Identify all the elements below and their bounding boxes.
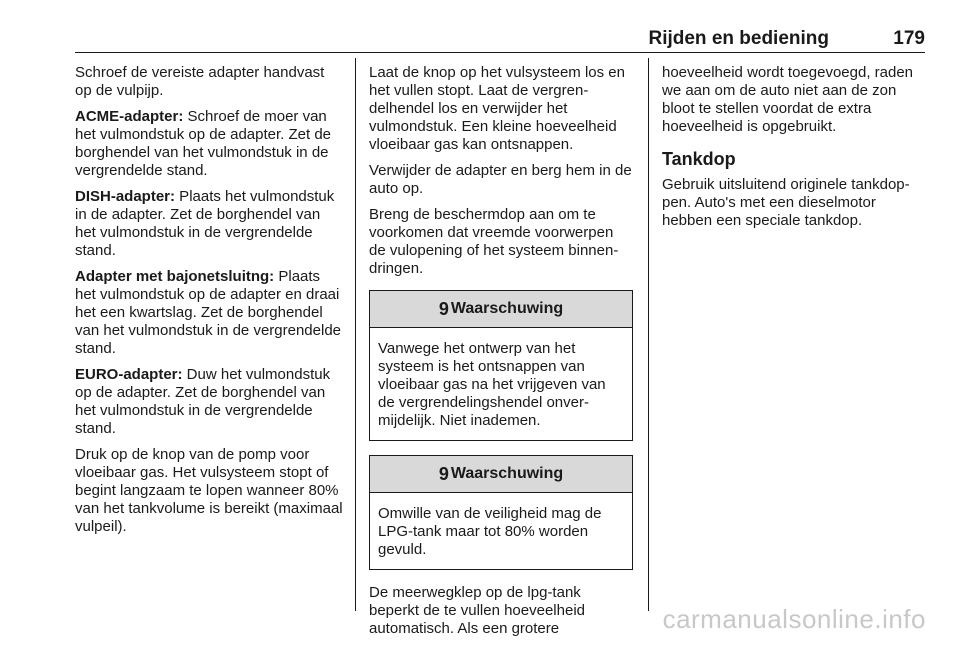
euro-text: Duw het vulmondstuk op de adapter. Zet de borghendel van het vulmondstuk in de vergrendelde stand. (75, 366, 331, 437)
warning-text: Vanwege het ontwerp van het systeem is het ontsnappen van vloeibaar gas na het vrijgeven van de vergrendelingshendel onvermijdelijk. Niet inademen. (378, 340, 606, 429)
bajonet-text: Plaats het vulmondstuk op de adapter en draai het een kwartslag. Zet de borghendel van het vulmondstuk in de vergrendelde stand. (75, 268, 342, 357)
warning-box-1 (369, 290, 633, 441)
column-divider-1 (355, 58, 356, 611)
section-heading-tankdop: Tankdop (662, 149, 736, 169)
acme-lead: ACME-adapter: (75, 108, 184, 125)
page-header (75, 26, 925, 53)
warning-header (370, 456, 632, 493)
euro-lead: EURO-adapter: (75, 366, 183, 383)
warning-icon: 9 (438, 464, 449, 484)
column-divider-2 (648, 58, 649, 611)
column-middle (369, 64, 633, 646)
valve-paragraph: De meerwegklep op de lpg-tank beperkt de te vullen hoeveelheid automatisch. Als een grotere (369, 584, 585, 637)
dish-paragraph (75, 188, 345, 260)
warning-text: Omwille van de veiligheid mag de LPG-tank maar tot 80% worden gevuld. (378, 505, 602, 558)
header-title: Rijden en bediening (648, 28, 829, 49)
dish-text: Plaats het vulmondstuk in de adapter. Zet de borghendel van het vulmondstuk in de vergrendelde stand. (75, 188, 335, 259)
warning-title: Waarschuwing (450, 465, 564, 482)
warning-header (370, 291, 632, 328)
euro-paragraph (75, 366, 345, 438)
warning-title: Waarschuwing (450, 300, 564, 317)
warning-icon: 9 (438, 299, 449, 319)
dish-lead: DISH-adapter: (75, 188, 176, 205)
cap-paragraph: Breng de beschermdop aan om te voorkomen dat vreemde voorwerpen de vulopening of het systeem binnendringen. (369, 206, 619, 277)
intro-paragraph: Schroef de vereiste adapter handvast op de vulpijp. (75, 64, 325, 99)
outro-paragraph: Druk op de knop van de pomp voor vloeibaar gas. Het vulsysteem stopt of begint langzaam te lopen wanneer 80% van het tankvolume is bereikt (maximaal vulpeil). (75, 446, 343, 535)
column-left (75, 64, 345, 544)
bajonet-paragraph (75, 268, 345, 358)
column-right (662, 64, 930, 238)
watermark-url: carmanualsonline.info (662, 604, 926, 634)
acme-paragraph (75, 108, 345, 180)
tankdop-paragraph: Gebruik uitsluitend originele tankdoppen. Auto's met een dieselmotor hebben een speciale tankdop. (662, 176, 910, 229)
acme-text: Schroef de moer van het vulmondstuk op de adapter. Zet de borghendel van het vulmondstuk in de vergrendelde stand. (75, 108, 332, 179)
warning-box-2 (369, 455, 633, 570)
release-paragraph: Laat de knop op het vulsysteem los en het vullen stopt. Laat de vergrendelhendel los en verwijder het vulmondstuk. Een kleine hoeveelheid vloeibaar gas kan ontsnappen. (369, 64, 625, 153)
page-number: 179 (893, 28, 925, 49)
remove-adapter-paragraph: Verwijder de adapter en berg hem in de auto op. (369, 162, 632, 197)
bajonet-lead: Adapter met bajonetsluitng: (75, 268, 275, 285)
extra-amount-paragraph: hoeveelheid wordt toegevoegd, raden we aan om de auto niet aan de zon bloot te stellen voordat de extra hoeveelheid is opgebruikt. (662, 64, 914, 135)
